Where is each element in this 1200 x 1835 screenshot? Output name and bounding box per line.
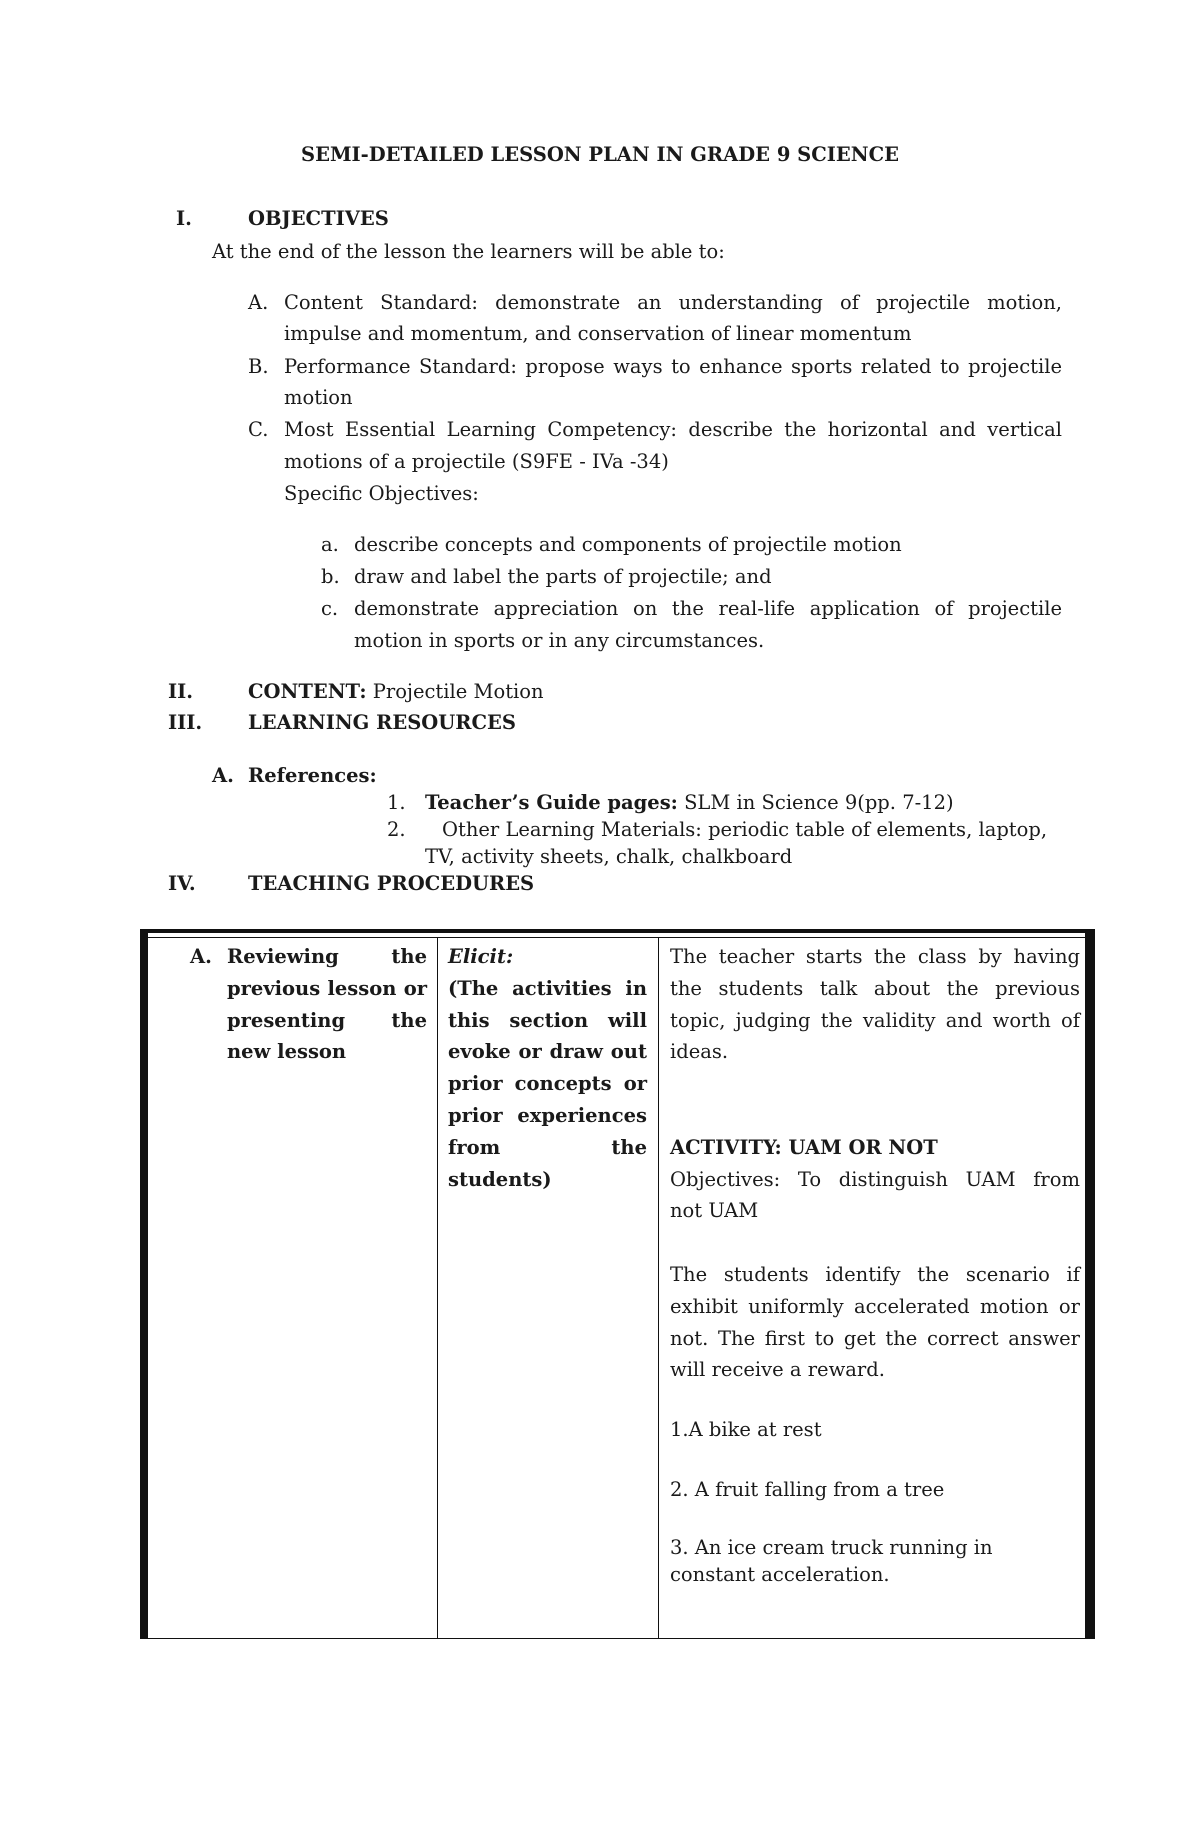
procedures-heading: TEACHING PROCEDURES bbox=[248, 872, 535, 895]
phase-desc-line7: students) bbox=[448, 1167, 552, 1191]
row-a-label-line2: previous lesson or bbox=[227, 976, 427, 1000]
table-column-divider-2 bbox=[658, 937, 659, 1639]
specific-c-line2: motion in sports or in any circumstances. bbox=[354, 629, 765, 652]
scenario-2: 2. A fruit falling from a tree bbox=[670, 1477, 945, 1501]
table-border-right bbox=[1085, 929, 1095, 1639]
phase-desc-line4: prior concepts or bbox=[448, 1072, 647, 1096]
instruction-line2: exhibit uniformly accelerated motion or bbox=[670, 1294, 1080, 1318]
table-border-top-inner bbox=[140, 937, 1095, 938]
ref1-line bbox=[425, 791, 954, 814]
objective-a-letter: A. bbox=[248, 291, 269, 314]
ref1-value: SLM in Science 9(pp. 7-12) bbox=[677, 791, 954, 814]
objective-a-line2: impulse and momentum, and conservation of linear momentum bbox=[284, 322, 912, 345]
row-a-activity bbox=[670, 941, 1080, 1588]
phase-desc-line1: (The activities in bbox=[448, 976, 647, 1000]
table-border-top bbox=[140, 929, 1095, 933]
scenario-1: 1.A bike at rest bbox=[670, 1418, 822, 1442]
objective-a-line1: Content Standard: demonstrate an understanding of projectile motion, bbox=[284, 291, 1062, 314]
objective-line2: not UAM bbox=[670, 1199, 759, 1223]
instruction-line1: The students identify the scenario if bbox=[670, 1262, 1080, 1286]
procedures-number: IV. bbox=[168, 872, 196, 895]
references-label: References: bbox=[248, 764, 377, 787]
specific-b-letter: b. bbox=[321, 565, 340, 588]
specific-a-letter: a. bbox=[321, 533, 339, 556]
row-a-label-line4: new lesson bbox=[227, 1040, 347, 1064]
content-label: CONTENT: bbox=[248, 680, 367, 703]
content-line bbox=[248, 680, 544, 703]
intro-line4: ideas. bbox=[670, 1040, 729, 1064]
objective-c-line2: motions of a projectile (S9FE - IVa -34) bbox=[284, 450, 669, 473]
scenario-3-line1: 3. An ice cream truck running in bbox=[670, 1535, 993, 1559]
objective-c-line3: Specific Objectives: bbox=[284, 482, 479, 505]
procedures-table bbox=[140, 929, 1095, 1639]
row-a-phase bbox=[448, 941, 647, 1195]
phase-title: Elicit: bbox=[448, 945, 514, 968]
activity-title: ACTIVITY: UAM OR NOT bbox=[670, 1135, 938, 1159]
intro-line1: The teacher starts the class by having bbox=[670, 945, 1080, 968]
table-border-left bbox=[140, 929, 148, 1639]
objective-b-line2: motion bbox=[284, 386, 353, 409]
phase-desc-line5: prior experiences bbox=[448, 1103, 647, 1127]
instruction-line4: will receive a reward. bbox=[670, 1358, 885, 1382]
content-value: Projectile Motion bbox=[366, 680, 544, 703]
ref1-label: Teacher’s Guide pages: bbox=[425, 791, 678, 814]
page-title: SEMI-DETAILED LESSON PLAN IN GRADE 9 SCIENCE bbox=[301, 143, 899, 166]
objective-c-line1: Most Essential Learning Competency: describe the horizontal and vertical bbox=[284, 418, 1062, 441]
intro-line2: the students talk about the previous bbox=[670, 976, 1080, 1000]
phase-desc-line2: this section will bbox=[448, 1008, 647, 1032]
objectives-number: I. bbox=[176, 207, 192, 230]
objective-c-letter: C. bbox=[248, 418, 269, 441]
resources-number: III. bbox=[168, 711, 203, 734]
row-a-letter: A. bbox=[190, 945, 212, 968]
content-number: II. bbox=[168, 680, 194, 703]
intro-line3: topic, judging the validity and worth of bbox=[670, 1008, 1080, 1032]
objective-b-letter: B. bbox=[248, 355, 269, 378]
table-border-bottom bbox=[140, 1638, 1095, 1639]
objective-b-line1: Performance Standard: propose ways to enhance sports related to projectile bbox=[284, 355, 1062, 378]
specific-a-text: describe concepts and components of projectile motion bbox=[354, 533, 902, 556]
specific-b-text: draw and label the parts of projectile; and bbox=[354, 565, 772, 588]
specific-c-line1: demonstrate appreciation on the real-life application of projectile bbox=[354, 597, 1062, 620]
objectives-heading: OBJECTIVES bbox=[248, 207, 389, 230]
ref1-number: 1. bbox=[387, 791, 406, 814]
table-column-divider-1 bbox=[437, 937, 438, 1639]
ref2-line2: TV, activity sheets, chalk, chalkboard bbox=[425, 845, 793, 868]
row-a-label bbox=[227, 941, 427, 1068]
specific-c-letter: c. bbox=[321, 597, 339, 620]
instruction-line3: not. The first to get the correct answer bbox=[670, 1326, 1080, 1350]
phase-desc-line6: from the bbox=[448, 1135, 647, 1159]
objectives-intro: At the end of the lesson the learners will be able to: bbox=[212, 240, 725, 263]
resources-heading: LEARNING RESOURCES bbox=[248, 711, 516, 734]
objective-line1: Objectives: To distinguish UAM from bbox=[670, 1167, 1080, 1191]
row-a-label-line1: Reviewing the bbox=[227, 945, 427, 968]
phase-desc-line3: evoke or draw out bbox=[448, 1040, 647, 1064]
scenario-3-line2: constant acceleration. bbox=[670, 1562, 890, 1586]
ref2-line1: Other Learning Materials: periodic table of elements, laptop, bbox=[442, 818, 1048, 841]
ref2-number: 2. bbox=[387, 818, 406, 841]
references-letter: A. bbox=[212, 764, 234, 787]
row-a-label-line3: presenting the bbox=[227, 1008, 427, 1032]
